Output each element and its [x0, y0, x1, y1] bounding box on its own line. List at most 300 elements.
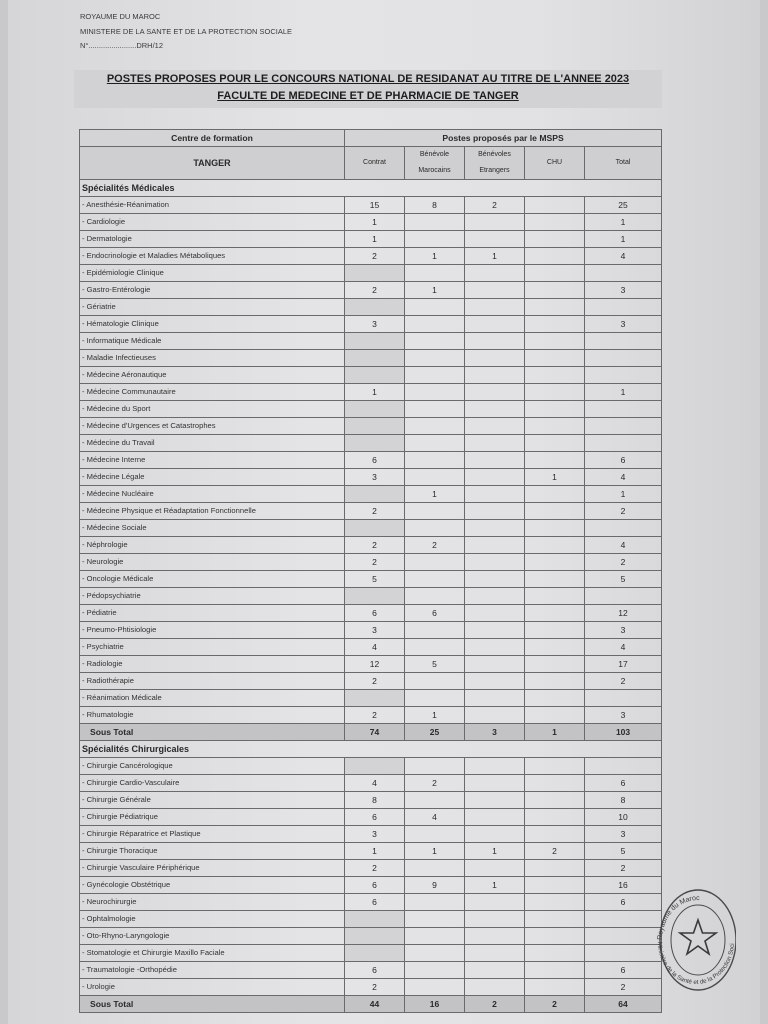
cell-be — [465, 316, 525, 333]
official-stamp — [654, 884, 736, 996]
cell-contrat — [345, 486, 405, 503]
table-row — [80, 707, 662, 724]
cell-contrat: 2 — [345, 860, 405, 877]
cell-contrat: 6 — [345, 894, 405, 911]
table-row — [80, 843, 662, 860]
cell-chu — [525, 775, 585, 792]
specialty-name: - Chirurgie Générale — [80, 792, 345, 809]
cell-contrat — [345, 333, 405, 350]
cell-contrat: 1 — [345, 384, 405, 401]
col-header-benevoles-etrangers-line2: Etrangers — [479, 167, 510, 174]
specialty-name: - Pédiatrie — [80, 605, 345, 622]
cell-be — [465, 588, 525, 605]
cell-total: 17 — [585, 656, 662, 673]
star-icon — [680, 920, 716, 954]
table-row — [80, 282, 662, 299]
cell-chu — [525, 282, 585, 299]
col-header-benevole-marocains — [405, 147, 465, 180]
document-subtitle: FACULTE DE MEDECINE ET DE PHARMACIE DE TANGER — [217, 90, 519, 102]
cell-total: 5 — [585, 571, 662, 588]
cell-contrat: 6 — [345, 605, 405, 622]
subtotal-total: 103 — [585, 724, 662, 741]
cell-bm — [405, 469, 465, 486]
cell-bm: 1 — [405, 843, 465, 860]
header-positions-proposed: Postes proposés par le MSPS — [345, 130, 662, 147]
specialty-name: - Urologie — [80, 979, 345, 996]
cell-be — [465, 469, 525, 486]
cell-contrat: 3 — [345, 316, 405, 333]
cell-total: 5 — [585, 843, 662, 860]
cell-chu — [525, 537, 585, 554]
cell-contrat: 4 — [345, 639, 405, 656]
table-header-row-1 — [80, 130, 662, 147]
subtotal-be: 2 — [465, 996, 525, 1013]
cell-bm — [405, 792, 465, 809]
table-row — [80, 418, 662, 435]
table-row — [80, 316, 662, 333]
cell-bm — [405, 622, 465, 639]
table-row — [80, 520, 662, 537]
specialty-name: - Médecine du Travail — [80, 435, 345, 452]
cell-contrat: 2 — [345, 282, 405, 299]
specialty-name: - Psychiatrie — [80, 639, 345, 656]
document-page — [8, 0, 760, 1024]
specialty-name: - Stomatologie et Chirurgie Maxillo Faciale — [80, 945, 345, 962]
cell-bm — [405, 690, 465, 707]
cell-be — [465, 571, 525, 588]
cell-total — [585, 367, 662, 384]
cell-contrat: 2 — [345, 554, 405, 571]
cell-be — [465, 452, 525, 469]
cell-contrat: 6 — [345, 877, 405, 894]
cell-be — [465, 265, 525, 282]
cell-total — [585, 333, 662, 350]
cell-chu: 1 — [525, 469, 585, 486]
table-row — [80, 299, 662, 316]
specialty-name: - Gériatrie — [80, 299, 345, 316]
table-row — [80, 384, 662, 401]
specialty-name: - Epidémiologie Clinique — [80, 265, 345, 282]
table-row — [80, 350, 662, 367]
table-row — [80, 690, 662, 707]
cell-contrat: 1 — [345, 231, 405, 248]
cell-chu — [525, 367, 585, 384]
cell-bm — [405, 333, 465, 350]
cell-contrat — [345, 350, 405, 367]
cell-total — [585, 265, 662, 282]
cell-be — [465, 435, 525, 452]
cell-contrat: 4 — [345, 775, 405, 792]
table-row — [80, 588, 662, 605]
table-row — [80, 486, 662, 503]
cell-be — [465, 945, 525, 962]
cell-contrat — [345, 690, 405, 707]
cell-total — [585, 911, 662, 928]
medical-specialties-heading-row — [80, 180, 662, 197]
cell-bm — [405, 384, 465, 401]
cell-be: 1 — [465, 877, 525, 894]
specialty-name: - Ophtalmologie — [80, 911, 345, 928]
cell-contrat — [345, 299, 405, 316]
cell-bm — [405, 826, 465, 843]
cell-bm: 8 — [405, 197, 465, 214]
cell-chu — [525, 486, 585, 503]
cell-be — [465, 333, 525, 350]
header-training-center: Centre de formation — [80, 130, 345, 147]
cell-chu — [525, 197, 585, 214]
cell-bm — [405, 673, 465, 690]
table-row — [80, 962, 662, 979]
cell-chu — [525, 333, 585, 350]
cell-total — [585, 520, 662, 537]
table-row — [80, 792, 662, 809]
cell-be — [465, 384, 525, 401]
header-city: TANGER — [80, 147, 345, 180]
cell-bm — [405, 894, 465, 911]
table-row — [80, 537, 662, 554]
cell-chu — [525, 418, 585, 435]
cell-bm: 1 — [405, 248, 465, 265]
specialty-name: - Néphrologie — [80, 537, 345, 554]
cell-bm: 1 — [405, 282, 465, 299]
cell-bm — [405, 452, 465, 469]
cell-total: 3 — [585, 282, 662, 299]
cell-contrat: 2 — [345, 673, 405, 690]
cell-chu — [525, 571, 585, 588]
specialty-name: - Radiologie — [80, 656, 345, 673]
subtotal-bm: 25 — [405, 724, 465, 741]
cell-contrat: 1 — [345, 214, 405, 231]
specialty-name: - Chirurgie Cancérologique — [80, 758, 345, 775]
cell-bm: 2 — [405, 537, 465, 554]
cell-total: 4 — [585, 248, 662, 265]
cell-total: 3 — [585, 622, 662, 639]
cell-be — [465, 299, 525, 316]
table-row — [80, 503, 662, 520]
specialty-name: - Gastro-Entérologie — [80, 282, 345, 299]
cell-bm — [405, 401, 465, 418]
cell-be — [465, 231, 525, 248]
subtotal-contrat: 44 — [345, 996, 405, 1013]
cell-total: 3 — [585, 707, 662, 724]
specialty-name: - Informatique Médicale — [80, 333, 345, 350]
specialty-name: - Médecine Communautaire — [80, 384, 345, 401]
cell-be — [465, 486, 525, 503]
cell-be — [465, 537, 525, 554]
stamp-bottom-text: Ministère de la Santé et de la Protection Soci — [655, 941, 736, 987]
cell-be — [465, 282, 525, 299]
cell-chu — [525, 299, 585, 316]
specialty-name: - Médecine Nucléaire — [80, 486, 345, 503]
table-row — [80, 265, 662, 282]
cell-total: 2 — [585, 673, 662, 690]
table-row — [80, 775, 662, 792]
cell-bm — [405, 758, 465, 775]
cell-be — [465, 520, 525, 537]
cell-be — [465, 860, 525, 877]
cell-chu — [525, 877, 585, 894]
cell-total: 6 — [585, 962, 662, 979]
specialty-name: - Pédopsychiatrie — [80, 588, 345, 605]
specialty-name: - Radiothérapie — [80, 673, 345, 690]
col-header-benevoles-etrangers-line1: Bénévoles — [478, 151, 511, 158]
table-row — [80, 673, 662, 690]
cell-bm — [405, 231, 465, 248]
table-row — [80, 401, 662, 418]
table-row — [80, 894, 662, 911]
cell-contrat — [345, 928, 405, 945]
cell-bm — [405, 945, 465, 962]
cell-be — [465, 707, 525, 724]
cell-bm — [405, 350, 465, 367]
table-row — [80, 333, 662, 350]
cell-chu — [525, 639, 585, 656]
cell-be — [465, 826, 525, 843]
cell-be — [465, 622, 525, 639]
positions-table — [79, 129, 662, 1013]
table-row — [80, 911, 662, 928]
cell-be — [465, 792, 525, 809]
cell-chu — [525, 384, 585, 401]
cell-bm — [405, 520, 465, 537]
cell-total: 16 — [585, 877, 662, 894]
cell-bm: 2 — [405, 775, 465, 792]
cell-chu: 2 — [525, 843, 585, 860]
specialty-name: - Anesthésie-Réanimation — [80, 197, 345, 214]
specialty-name: - Médecine Sociale — [80, 520, 345, 537]
cell-total: 12 — [585, 605, 662, 622]
table-row — [80, 622, 662, 639]
cell-chu — [525, 656, 585, 673]
cell-contrat: 3 — [345, 826, 405, 843]
specialty-name: - Chirurgie Pédiatrique — [80, 809, 345, 826]
subtotal-chu: 2 — [525, 996, 585, 1013]
cell-bm: 4 — [405, 809, 465, 826]
subtotal-chu: 1 — [525, 724, 585, 741]
cell-total: 4 — [585, 469, 662, 486]
specialty-name: - Endocrinologie et Maladies Métaboliques — [80, 248, 345, 265]
specialty-name: - Pneumo-Phtisiologie — [80, 622, 345, 639]
specialty-name: - Gynécologie Obstétrique — [80, 877, 345, 894]
medical-specialties-subtotal-row — [80, 724, 662, 741]
table-row — [80, 928, 662, 945]
cell-bm — [405, 316, 465, 333]
specialty-name: - Hématologie Clinique — [80, 316, 345, 333]
cell-contrat — [345, 588, 405, 605]
cell-chu — [525, 979, 585, 996]
cell-bm — [405, 928, 465, 945]
cell-contrat — [345, 418, 405, 435]
specialty-name: - Réanimation Médicale — [80, 690, 345, 707]
table-row — [80, 452, 662, 469]
subtotal-bm: 16 — [405, 996, 465, 1013]
col-header-total: Total — [585, 147, 662, 180]
subtotal-label: Sous Total — [80, 724, 345, 741]
cell-total — [585, 758, 662, 775]
specialty-name: - Traumatologie -Orthopédie — [80, 962, 345, 979]
cell-be: 1 — [465, 248, 525, 265]
cell-contrat: 2 — [345, 979, 405, 996]
cell-total: 8 — [585, 792, 662, 809]
col-header-benevole-marocains-line1: Bénévole — [419, 151, 450, 158]
table-row — [80, 197, 662, 214]
subtotal-label: Sous Total — [80, 996, 345, 1013]
cell-contrat: 2 — [345, 537, 405, 554]
cell-total — [585, 418, 662, 435]
table-row — [80, 214, 662, 231]
specialty-name: - Neurochirurgie — [80, 894, 345, 911]
cell-total: 2 — [585, 979, 662, 996]
cell-total — [585, 588, 662, 605]
subtotal-contrat: 74 — [345, 724, 405, 741]
cell-total — [585, 299, 662, 316]
table-row — [80, 435, 662, 452]
subtotal-total: 64 — [585, 996, 662, 1013]
cell-bm — [405, 639, 465, 656]
cell-be: 2 — [465, 197, 525, 214]
cell-be — [465, 639, 525, 656]
cell-contrat: 3 — [345, 622, 405, 639]
cell-chu — [525, 707, 585, 724]
specialty-name: - Oncologie Médicale — [80, 571, 345, 588]
specialty-name: - Cardiologie — [80, 214, 345, 231]
specialty-name: - Médecine d'Urgences et Catastrophes — [80, 418, 345, 435]
table-row — [80, 571, 662, 588]
cell-chu — [525, 911, 585, 928]
cell-contrat: 5 — [345, 571, 405, 588]
cell-be — [465, 673, 525, 690]
cell-contrat — [345, 945, 405, 962]
cell-chu — [525, 588, 585, 605]
cell-bm — [405, 588, 465, 605]
specialty-name: - Neurologie — [80, 554, 345, 571]
cell-bm: 1 — [405, 707, 465, 724]
cell-contrat: 2 — [345, 707, 405, 724]
cell-chu — [525, 894, 585, 911]
cell-contrat — [345, 401, 405, 418]
cell-contrat — [345, 520, 405, 537]
cell-chu — [525, 792, 585, 809]
cell-chu — [525, 809, 585, 826]
cell-bm — [405, 299, 465, 316]
cell-contrat: 1 — [345, 843, 405, 860]
cell-be: 1 — [465, 843, 525, 860]
cell-chu — [525, 690, 585, 707]
cell-chu — [525, 452, 585, 469]
cell-chu — [525, 826, 585, 843]
cell-total: 2 — [585, 554, 662, 571]
specialty-name: - Chirurgie Thoracique — [80, 843, 345, 860]
cell-chu — [525, 758, 585, 775]
cell-contrat: 2 — [345, 248, 405, 265]
cell-contrat — [345, 435, 405, 452]
cell-chu — [525, 435, 585, 452]
cell-total: 25 — [585, 197, 662, 214]
cell-chu — [525, 962, 585, 979]
cell-total — [585, 945, 662, 962]
cell-total — [585, 401, 662, 418]
specialty-name: - Médecine Aéronautique — [80, 367, 345, 384]
cell-bm — [405, 503, 465, 520]
table-row — [80, 656, 662, 673]
cell-contrat: 6 — [345, 452, 405, 469]
specialty-name: - Maladie Infectieuses — [80, 350, 345, 367]
cell-chu — [525, 401, 585, 418]
cell-contrat: 3 — [345, 469, 405, 486]
cell-bm — [405, 435, 465, 452]
cell-total — [585, 435, 662, 452]
cell-chu — [525, 231, 585, 248]
cell-total: 4 — [585, 639, 662, 656]
col-header-chu: CHU — [525, 147, 585, 180]
col-header-benevoles-etrangers — [465, 147, 525, 180]
table-row — [80, 979, 662, 996]
cell-contrat: 6 — [345, 962, 405, 979]
cell-bm — [405, 367, 465, 384]
cell-chu — [525, 554, 585, 571]
cell-contrat — [345, 758, 405, 775]
cell-chu — [525, 350, 585, 367]
cell-contrat: 2 — [345, 503, 405, 520]
cell-total: 1 — [585, 384, 662, 401]
header-reference: N°.......................DRH/12 — [80, 41, 164, 50]
cell-bm — [405, 571, 465, 588]
table-header-row-2 — [80, 147, 662, 180]
cell-be — [465, 214, 525, 231]
cell-bm: 9 — [405, 877, 465, 894]
cell-chu — [525, 214, 585, 231]
cell-total: 2 — [585, 503, 662, 520]
cell-bm: 1 — [405, 486, 465, 503]
cell-bm — [405, 911, 465, 928]
table-row — [80, 758, 662, 775]
cell-be — [465, 979, 525, 996]
cell-be — [465, 775, 525, 792]
cell-be — [465, 350, 525, 367]
cell-total: 6 — [585, 452, 662, 469]
cell-total: 10 — [585, 809, 662, 826]
header-ministry: MINISTERE DE LA SANTE ET DE LA PROTECTION SOCIALE — [80, 27, 292, 36]
medical-specialties-heading: Spécialités Médicales — [80, 180, 662, 197]
specialty-name: - Chirurgie Cardio-Vasculaire — [80, 775, 345, 792]
cell-contrat — [345, 265, 405, 282]
col-header-benevole-marocains-line2: Marocains — [418, 167, 451, 174]
specialty-name: - Chirurgie Vasculaire Périphérique — [80, 860, 345, 877]
specialty-name: - Chirurgie Réparatrice et Plastique — [80, 826, 345, 843]
header-kingdom: ROYAUME DU MAROC — [80, 12, 161, 21]
cell-be — [465, 503, 525, 520]
cell-total — [585, 928, 662, 945]
cell-chu — [525, 673, 585, 690]
cell-contrat — [345, 911, 405, 928]
specialty-name: - Médecine Interne — [80, 452, 345, 469]
table-row — [80, 605, 662, 622]
table-row — [80, 945, 662, 962]
col-header-contrat: Contrat — [345, 147, 405, 180]
cell-chu — [525, 265, 585, 282]
cell-be — [465, 690, 525, 707]
cell-total: 6 — [585, 894, 662, 911]
cell-be — [465, 367, 525, 384]
table-row — [80, 639, 662, 656]
cell-total — [585, 350, 662, 367]
cell-chu — [525, 928, 585, 945]
cell-bm — [405, 214, 465, 231]
specialty-name: - Médecine Légale — [80, 469, 345, 486]
document-title: POSTES PROPOSES POUR LE CONCOURS NATIONAL DE RESIDANAT AU TITRE DE L'ANNEE 2023 — [106, 73, 630, 85]
cell-be — [465, 809, 525, 826]
cell-bm: 5 — [405, 656, 465, 673]
